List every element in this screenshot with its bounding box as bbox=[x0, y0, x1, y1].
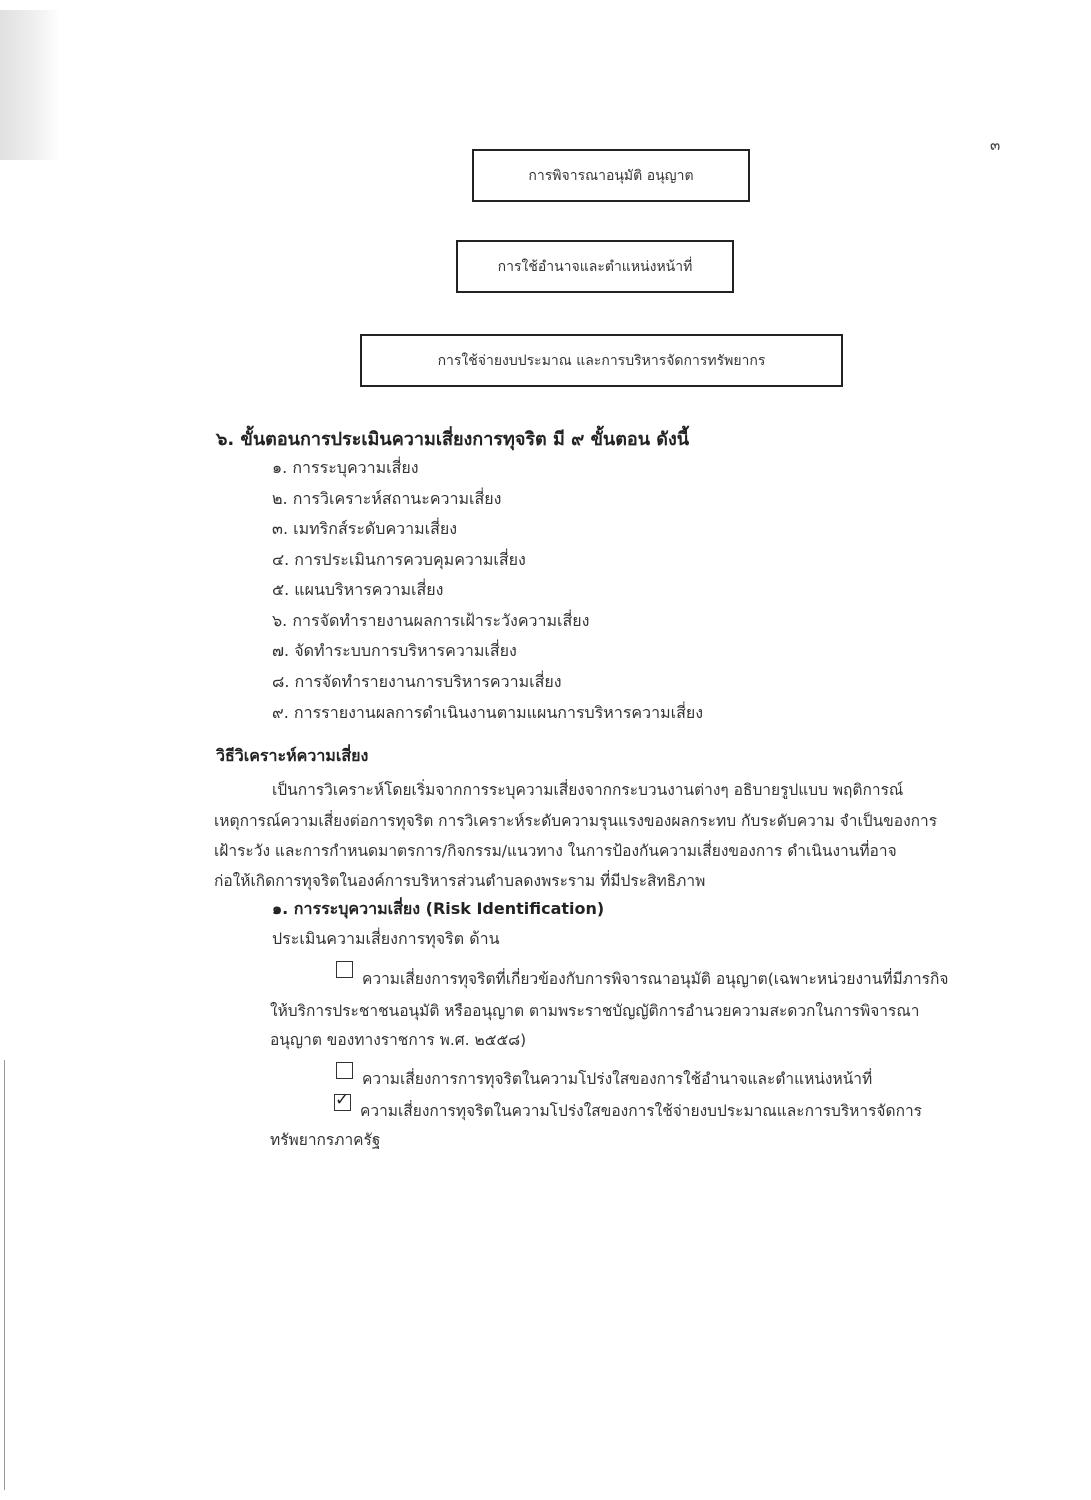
step-item: ๘. การจัดทำรายงานการบริหารความเสี่ยง bbox=[272, 672, 562, 691]
analysis-heading: วิธีวิเคราะห์ความเสี่ยง bbox=[216, 746, 369, 765]
step-item: ๖. การจัดทำรายงานผลการเฝ้าระวังความเสี่ยง bbox=[272, 611, 590, 630]
option-text: ทรัพยากรภาครัฐ bbox=[270, 1131, 381, 1149]
option-text: ความเสี่ยงการทุจริตในความโปร่งใสของการใช้จ่ายงบประมาณและการบริหารจัดการ bbox=[360, 1102, 922, 1120]
scan-edge-line bbox=[4, 1060, 5, 1490]
checkbox-authority-risk[interactable] bbox=[336, 1062, 353, 1079]
risk-identification-heading: ๑. การระบุความเสี่ยง (Risk Identification) bbox=[272, 899, 605, 918]
scan-smudge bbox=[0, 10, 60, 160]
checkbox-budget-risk[interactable] bbox=[334, 1094, 351, 1111]
category-box-budget bbox=[360, 334, 843, 387]
category-box-label: การใช้อำนาจและตำแหน่งหน้าที่ bbox=[497, 258, 693, 275]
category-box-label: การใช้จ่ายงบประมาณ และการบริหารจัดการทรัพยากร bbox=[437, 352, 766, 369]
step-item: ๙. การรายงานผลการดำเนินงานตามแผนการบริหารความเสี่ยง bbox=[272, 703, 704, 722]
assessment-label: ประเมินความเสี่ยงการทุจริต ด้าน bbox=[272, 929, 500, 948]
option-text: อนุญาต ของทางราชการ พ.ศ. ๒๕๕๘) bbox=[270, 1031, 527, 1049]
category-box-permission bbox=[472, 149, 750, 202]
paragraph-line: เฝ้าระวัง และการกำหนดมาตรการ/กิจกรรม/แนวทาง ในการป้องกันความเสี่ยงของการ ดำเนินงานที่อาจ bbox=[214, 842, 897, 860]
checkbox-permission-risk[interactable] bbox=[336, 961, 353, 978]
page-number: ๓ bbox=[990, 136, 1001, 154]
option-text: ความเสี่ยงการทุจริตที่เกี่ยวข้องกับการพิจารณาอนุมัติ อนุญาต(เฉพาะหน่วยงานที่มีภารกิจ bbox=[362, 970, 949, 988]
category-box-label: การพิจารณาอนุมัติ อนุญาต bbox=[528, 167, 694, 184]
step-item: ๕. แผนบริหารความเสี่ยง bbox=[272, 580, 444, 599]
step-item: ๓. เมทริกส์ระดับความเสี่ยง bbox=[272, 519, 458, 538]
option-text: ความเสี่ยงการการทุจริตในความโปร่งใสของการใช้อำนาจและตำแหน่งหน้าที่ bbox=[362, 1070, 873, 1088]
paragraph-line: เป็นการวิเคราะห์โดยเริ่มจากการระบุความเสี่ยงจากกระบวนงานต่างๆ อธิบายรูปแบบ พฤติการณ์ bbox=[272, 781, 904, 799]
paragraph-line: เหตุการณ์ความเสี่ยงต่อการทุจริต การวิเคราะห์ระดับความรุนแรงของผลกระทบ กับระดับความ จำเป็นของการ bbox=[214, 812, 938, 830]
step-item: ๗. จัดทำระบบการบริหารความเสี่ยง bbox=[272, 641, 517, 660]
step-item: ๑. การระบุความเสี่ยง bbox=[272, 458, 419, 477]
paragraph-line: ก่อให้เกิดการทุจริตในองค์การบริหารส่วนตำบลดงพระราม ที่มีประสิทธิภาพ bbox=[214, 872, 706, 890]
step-item: ๒. การวิเคราะห์สถานะความเสี่ยง bbox=[272, 489, 502, 508]
step-item: ๔. การประเมินการควบคุมความเสี่ยง bbox=[272, 550, 526, 569]
category-box-authority bbox=[456, 240, 734, 293]
option-text: ให้บริการประชาชนอนุมัติ หรืออนุญาต ตามพระราชบัญญัติการอำนวยความสะดวกในการพิจารณา bbox=[270, 1002, 920, 1020]
section-heading: ๖. ขั้นตอนการประเมินความเสี่ยงการทุจริต มี ๙ ขั้นตอน ดังนี้ bbox=[216, 429, 690, 450]
